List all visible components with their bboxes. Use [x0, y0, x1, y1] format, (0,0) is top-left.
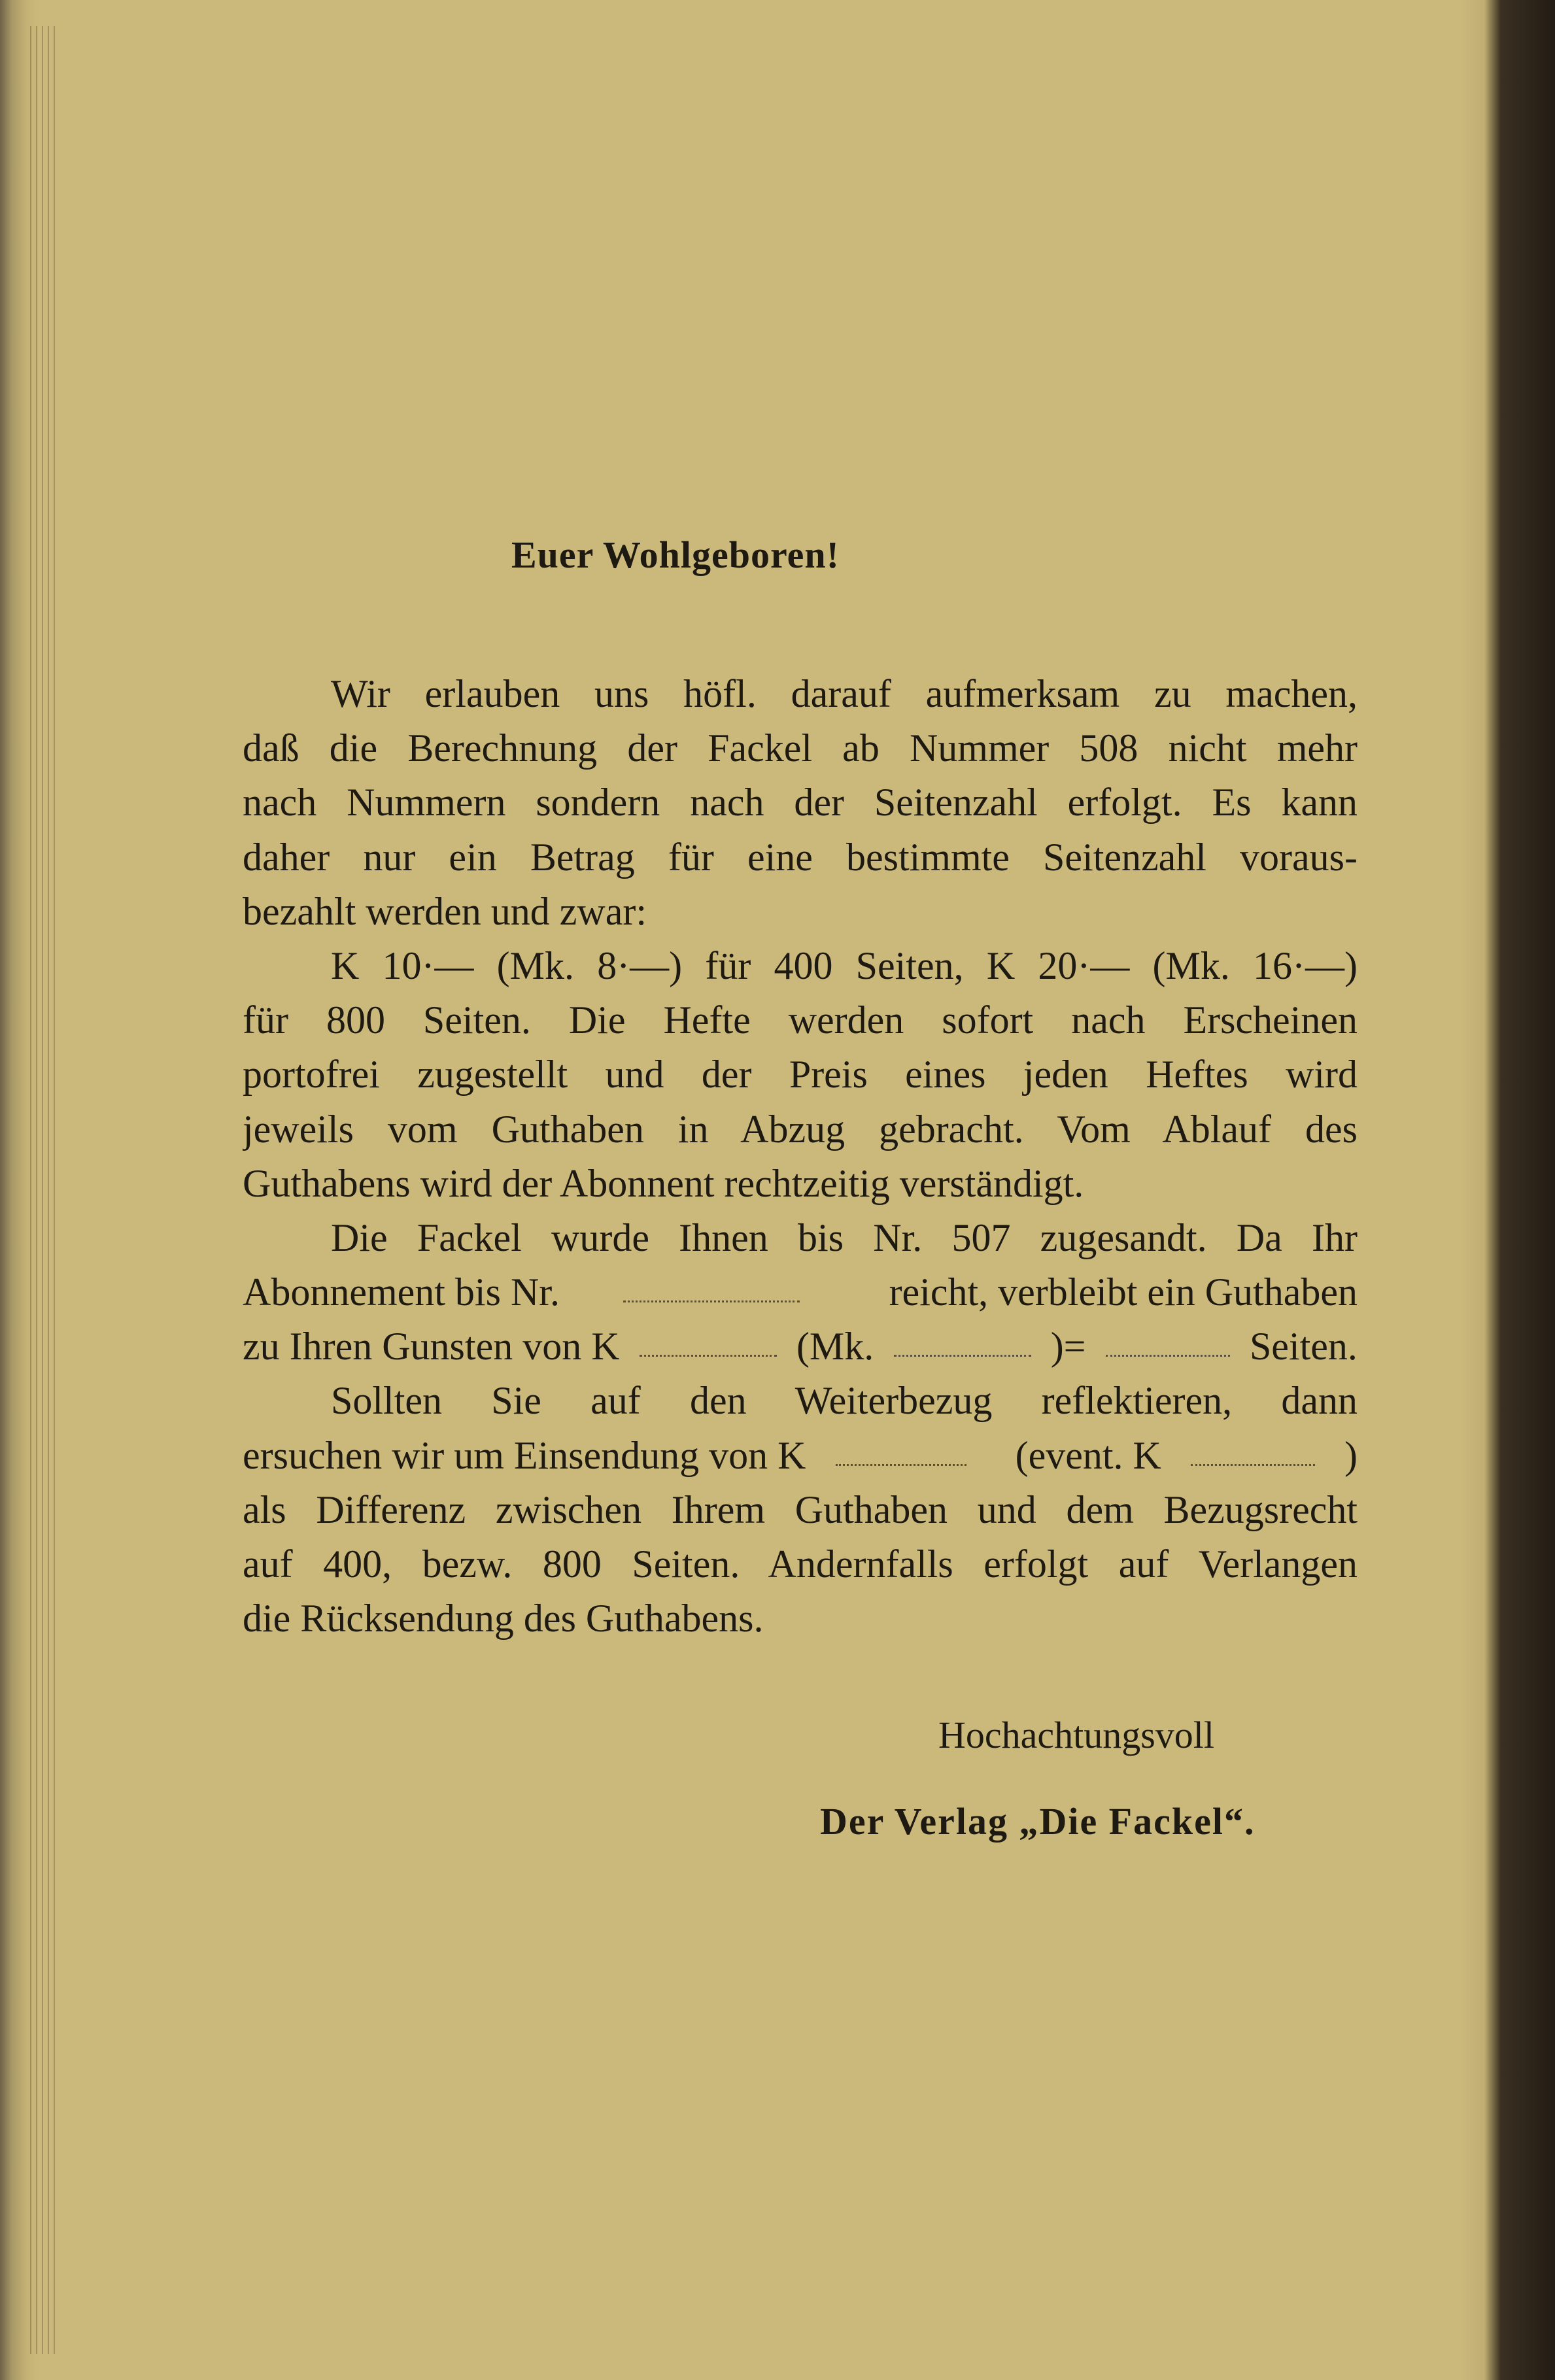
text-line: daher nur ein Betrag für eine bestimmte Seitenzahl voraus-	[243, 835, 1358, 879]
signature: Der Verlag „Die Fackel“.	[820, 1800, 1256, 1843]
mark-amount-blank	[894, 1355, 1031, 1357]
text-line: jeweils vom Guthaben in Abzug gebracht. Vom Ablauf des	[243, 1107, 1358, 1151]
form-text: Seiten.	[1249, 1325, 1358, 1368]
text-line: Wir erlauben uns höfl. darauf aufmerksam zu machen,	[331, 672, 1358, 715]
form-text: reicht, verbleibt ein Guthaben	[889, 1270, 1358, 1314]
page-edge-lines	[30, 26, 56, 2354]
text-line: Guthabens wird der Abonnent rechtzeitig verständigt.	[243, 1161, 1084, 1205]
text-line: nach Nummern sondern nach der Seitenzahl erfolgt. Es kann	[243, 781, 1358, 824]
text-line: als Differenz zwischen Ihrem Guthaben und dem Bezugsrecht	[243, 1488, 1358, 1531]
text-line: bezahlt werden und zwar:	[243, 889, 647, 933]
form-text: )=	[1050, 1325, 1086, 1368]
form-line	[243, 1429, 1358, 1483]
letter-body	[243, 667, 1358, 1646]
text-line: portofrei zugestellt und der Preis eines jeden Heftes wird	[243, 1053, 1358, 1096]
salutation: Euer Wohlgeboren!	[511, 534, 840, 576]
kronen-amount-blank	[640, 1355, 777, 1357]
form-text: )	[1344, 1433, 1358, 1477]
remittance-blank	[836, 1464, 966, 1466]
form-line	[243, 1265, 1358, 1319]
text-line: daß die Berechnung der Fackel ab Nummer 508 nicht mehr	[243, 726, 1358, 770]
text-line: Sollten Sie auf den Weiterbezug reflektieren, dann	[331, 1379, 1358, 1423]
issue-number-blank	[623, 1300, 800, 1302]
text-line: K 10·— (Mk. 8·—) für 400 Seiten, K 20·— (Mk. 16·—)	[331, 944, 1358, 987]
form-text: (event. K	[1015, 1433, 1161, 1477]
text-line: Die Fackel wurde Ihnen bis Nr. 507 zugesandt. Da Ihr	[331, 1216, 1358, 1259]
form-text: Abonnement bis Nr.	[243, 1270, 560, 1314]
closing: Hochachtungsvoll	[938, 1714, 1215, 1756]
form-text: zu Ihren Gunsten von K	[243, 1325, 620, 1368]
pages-blank	[1106, 1355, 1230, 1357]
text-line: für 800 Seiten. Die Hefte werden sofort nach Erscheinen	[243, 998, 1358, 1042]
form-text: ersuchen wir um Einsendung von K	[243, 1433, 806, 1477]
form-text: (Mk.	[796, 1325, 874, 1368]
alt-remittance-blank	[1191, 1464, 1315, 1466]
text-line: die Rücksendung des Guthabens.	[243, 1597, 764, 1640]
text-line: auf 400, bezw. 800 Seiten. Andernfalls erfolgt auf Verlangen	[243, 1542, 1358, 1586]
form-line	[243, 1319, 1358, 1374]
